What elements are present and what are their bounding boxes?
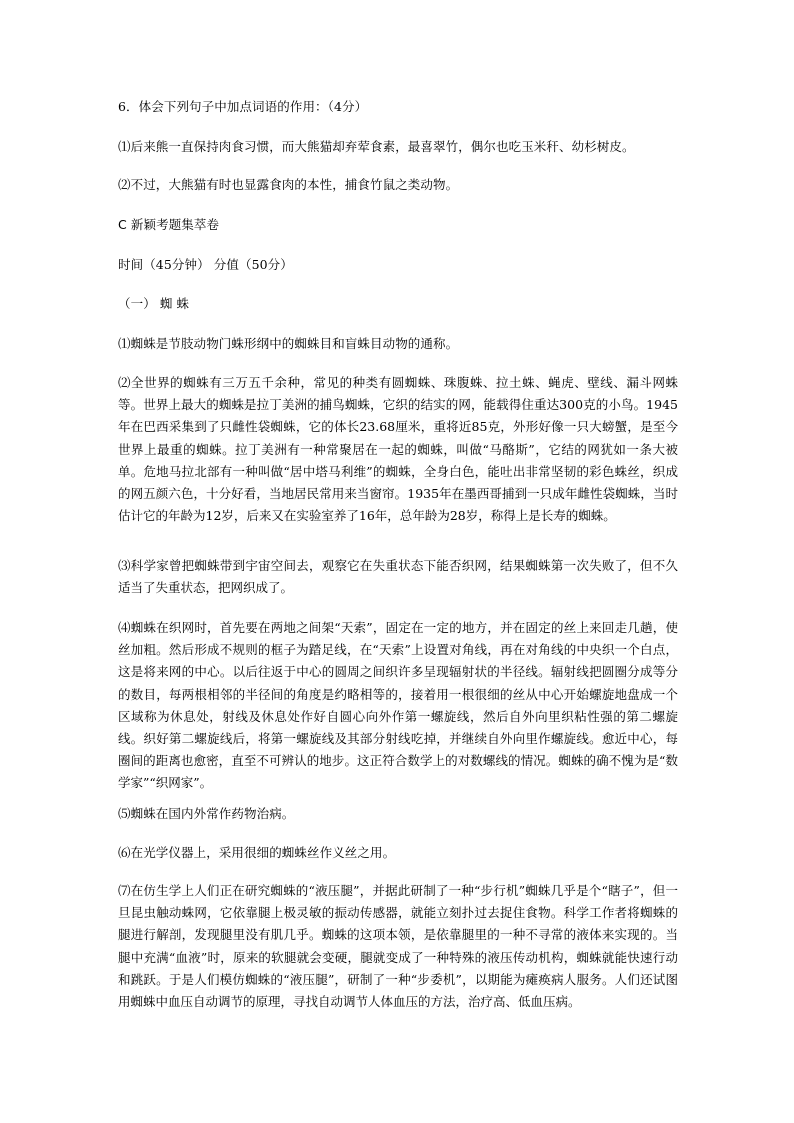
question-6-item-1: ⑴后来熊一直保持肉食习惯，而大熊猫却弃荤食素，最喜翠竹，偶尔也吃玉米秆、幼杉树皮。 — [118, 139, 635, 154]
time-score-info: 时间（45分钟） 分值（50分） — [118, 257, 293, 272]
paragraph-1: ⑴蜘蛛是节肢动物门蛛形纲中的蜘蛛目和盲蛛目动物的通称。 — [118, 336, 459, 351]
paragraph-3: ⑶科学家曾把蜘蛛带到宇宙空间去，观察它在失重状态下能否织网，结果蜘蛛第一次失败了，但不久适当了失重状态，把网织成了。 — [118, 558, 678, 596]
section-title: C 新颖考题集萃卷 — [118, 217, 220, 232]
passage-title: （一） 蜘 蛛 — [118, 296, 190, 311]
paragraph-5: ⑸蜘蛛在国内外常作药物治病。 — [118, 806, 295, 821]
paragraph-4: ⑷蜘蛛在织网时，首先要在两地之间架“天索”，固定在一定的地方，并在固定的丝上来回走几趟，使丝加粗。然后形成不规则的框子为踏足线，在“天索”上设置对角线，再在对角线的中央织一个白点，这是将来网的中心。以后往返于中心的圆周之间织许多呈现辐射状的半径线。辐射线把圆圈分成等分的数目，每两根相邻的半径间的角度是约略相等的，接着用一根很细的丝从中心开始螺旋地盘成一个区域称为休息处，射线及休息处作好自圆心向外作第一螺旋线，然后自外向里织粘性强的第二螺旋线。织好第二螺旋线后，将第一螺旋线及其部分射线吃掉，并继续自外向里作螺旋线。愈近中心，每圈间的距离也愈密，直至不可辨认的地步。这正符合数学上的对数螺线的情况。蜘蛛的确不愧为是“数学家”“织网家”。 — [118, 620, 678, 791]
paragraph-7: ⑺在仿生学上人们正在研究蜘蛛的“液压腿”，并据此研制了一种“步行机”蜘蛛几乎是个“瞎子”，但一旦昆虫触动蛛网，它依靠腿上极灵敏的振动传感器，就能立刻扑过去捉住食物。科学工作者将蜘蛛的腿进行解剖，发现腿里没有肌几乎。蜘蛛的这项本领，是依靠腿里的一种不寻常的液体来实现的。当腿中充满“血液”时，原来的软腿就会变硬，腿就变成了一种特殊的液压传动机构，蜘蛛就能快速行动和跳跃。于是人们模仿蜘蛛的“液压腿”，研制了一种“步委机”，以期能为瘫痪病人服务。人们还试图用蜘蛛中血压自动调节的原理，寻找自动调节人体血压的方法，治疗高、低血压病。 — [118, 883, 678, 1010]
paragraph-2: ⑵全世界的蜘蛛有三万五千余种，常见的种类有圆蜘蛛、珠腹蛛、拉土蛛、蝇虎、壁线、漏斗网蛛等。世界上最大的蜘蛛是拉丁美洲的捕鸟蜘蛛，它织的结实的网，能载得住重达300克的小鸟。1945年在巴西采集到了只雌性袋蜘蛛，它的体长23.68厘米，重将近85克，外形好像一只大螃蟹，是至今世界上最重的蜘蛛。拉丁美洲有一种常聚居在一起的蜘蛛，叫做“马酪斯”，它结的网犹如一条大被单。危地马拉北部有一种叫做“居中塔马利维”的蜘蛛，全身白色，能吐出非常坚韧的彩色蛛丝，织成的网五颜六色，十分好看，当地居民常用来当窗帘。1935年在墨西哥捕到一只成年雌性袋蜘蛛，当时估计它的年龄为12岁，后来又在实验室养了16年，总年龄为28岁，称得上是长寿的蜘蛛。 — [118, 375, 678, 524]
question-6-item-2: ⑵不过，大熊猫有时也显露食肉的本性，捕食竹鼠之类动物。 — [118, 177, 459, 192]
paragraph-6: ⑹在光学仪器上，采用很细的蜘蛛丝作义丝之用。 — [118, 845, 396, 860]
question-6-title: 6．体会下列句子中加点词语的作用：（4分） — [118, 99, 368, 114]
